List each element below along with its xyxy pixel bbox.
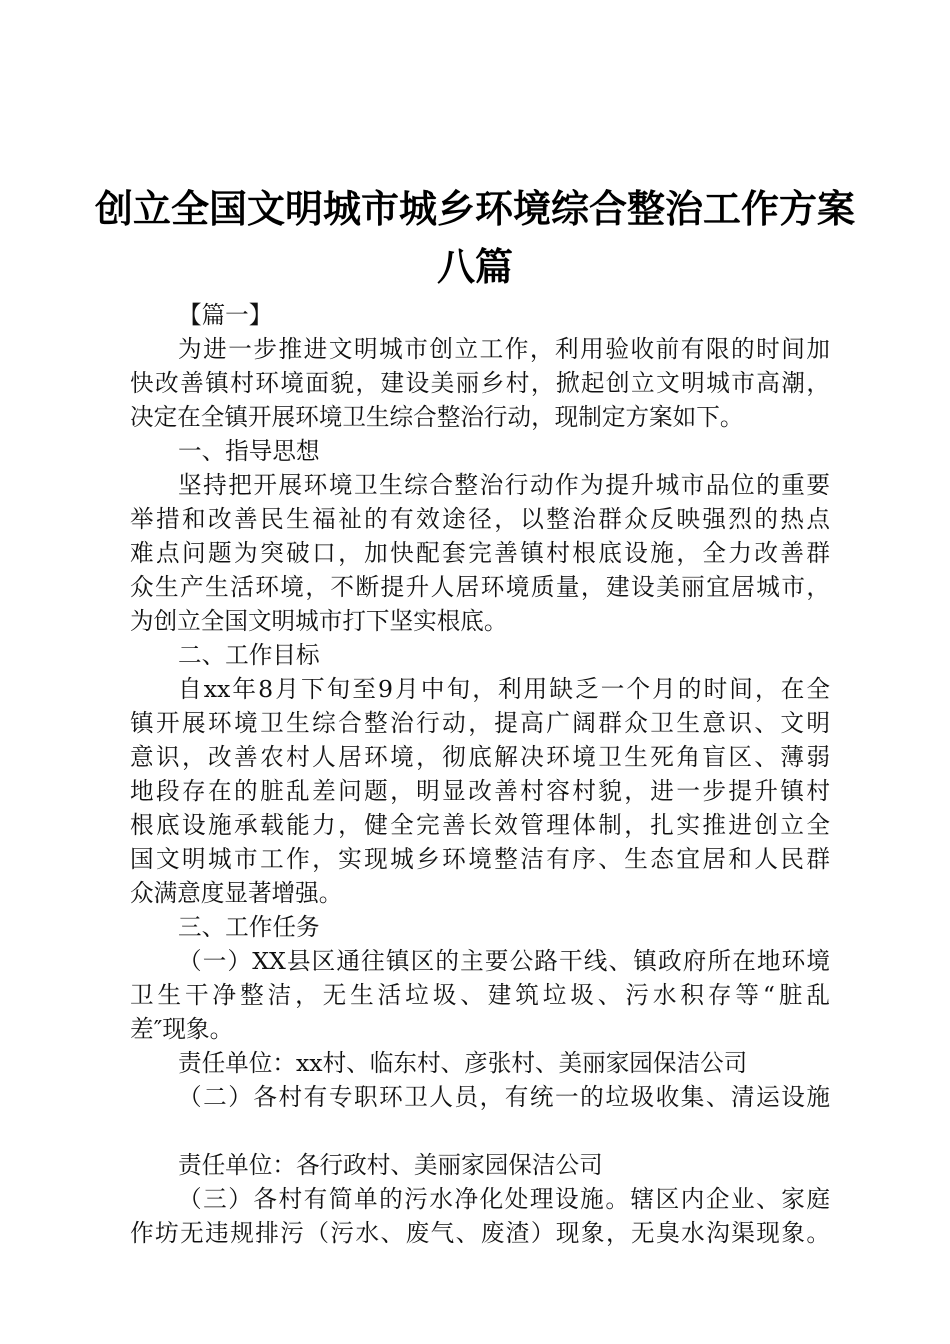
paragraph-line: 作坊无违规排污（污水、废气、废渣）现象，无臭水沟渠现象。 bbox=[130, 1219, 830, 1247]
title-line-1: 创立全国文明城市城乡环境综合整治工作方案 bbox=[94, 186, 855, 231]
paragraph-line: 国文明城市工作，实现城乡环境整洁有序、生态宜居和人民群 bbox=[130, 845, 830, 873]
section-heading: 一、指导思想 bbox=[178, 437, 320, 465]
paragraph-line: 众生产生活环境，不断提升人居环境质量，建设美丽宜居城市， bbox=[130, 573, 830, 601]
document-body bbox=[130, 298, 830, 1250]
paragraph-line: （二）各村有专职环卫人员，有统一的垃圾收集、清运设施 bbox=[178, 1083, 830, 1111]
responsibility-line: 责任单位：xx村、临东村、彦张村、美丽家园保洁公司 bbox=[178, 1049, 748, 1077]
document-title bbox=[0, 180, 950, 296]
paragraph-line: （一）XX县区通往镇区的主要公路干线、镇政府所在地环境 bbox=[178, 947, 830, 975]
section-heading: 二、工作目标 bbox=[178, 641, 320, 669]
title-line-2: 八篇 bbox=[436, 244, 513, 289]
paragraph-line: 坚持把开展环境卫生综合整治行动作为提升城市品位的重要 bbox=[178, 471, 830, 499]
paragraph-line: 镇开展环境卫生综合整治行动，提高广阔群众卫生意识、文明 bbox=[130, 709, 830, 737]
paragraph-line: 卫生干净整洁，无生活垃圾、建筑垃圾、污水积存等“脏乱 bbox=[130, 981, 830, 1009]
responsibility-line: 责任单位：各行政村、美丽家园保洁公司 bbox=[178, 1151, 603, 1179]
section-heading: 三、工作任务 bbox=[178, 913, 320, 941]
paragraph-line: 自xx年8月下旬至9月中旬，利用缺乏一个月的时间，在全 bbox=[178, 675, 830, 703]
paragraph-line: 根底设施承载能力，健全完善长效管理体制，扎实推进创立全 bbox=[130, 811, 830, 839]
paragraph-line: （三）各村有简单的污水净化处理设施。辖区内企业、家庭 bbox=[178, 1185, 830, 1213]
blank-line bbox=[130, 1114, 830, 1148]
paragraph-line: 快改善镇村环境面貌，建设美丽乡村，掀起创立文明城市高潮， bbox=[130, 369, 830, 397]
paragraph-line: 决定在全镇开展环境卫生综合整治行动，现制定方案如下。 bbox=[130, 403, 744, 431]
paragraph-line: 为创立全国文明城市打下坚实根底。 bbox=[130, 607, 508, 635]
paragraph-line: 地段存在的脏乱差问题，明显改善村容村貌，进一步提升镇村 bbox=[130, 777, 830, 805]
paragraph-line: 难点问题为突破口，加快配套完善镇村根底设施，全力改善群 bbox=[130, 539, 830, 567]
paragraph-line: 意识，改善农村人居环境，彻底解决环境卫生死角盲区、薄弱 bbox=[130, 743, 830, 771]
section-heading: 【篇一】 bbox=[178, 301, 273, 329]
paragraph-line: 差″现象。 bbox=[130, 1015, 234, 1043]
paragraph-line: 为进一步推进文明城市创立工作，利用验收前有限的时间加 bbox=[178, 335, 830, 363]
paragraph-line: 举措和改善民生福祉的有效途径，以整治群众反映强烈的热点 bbox=[130, 505, 830, 533]
paragraph-line: 众满意度显著增强。 bbox=[130, 879, 343, 907]
